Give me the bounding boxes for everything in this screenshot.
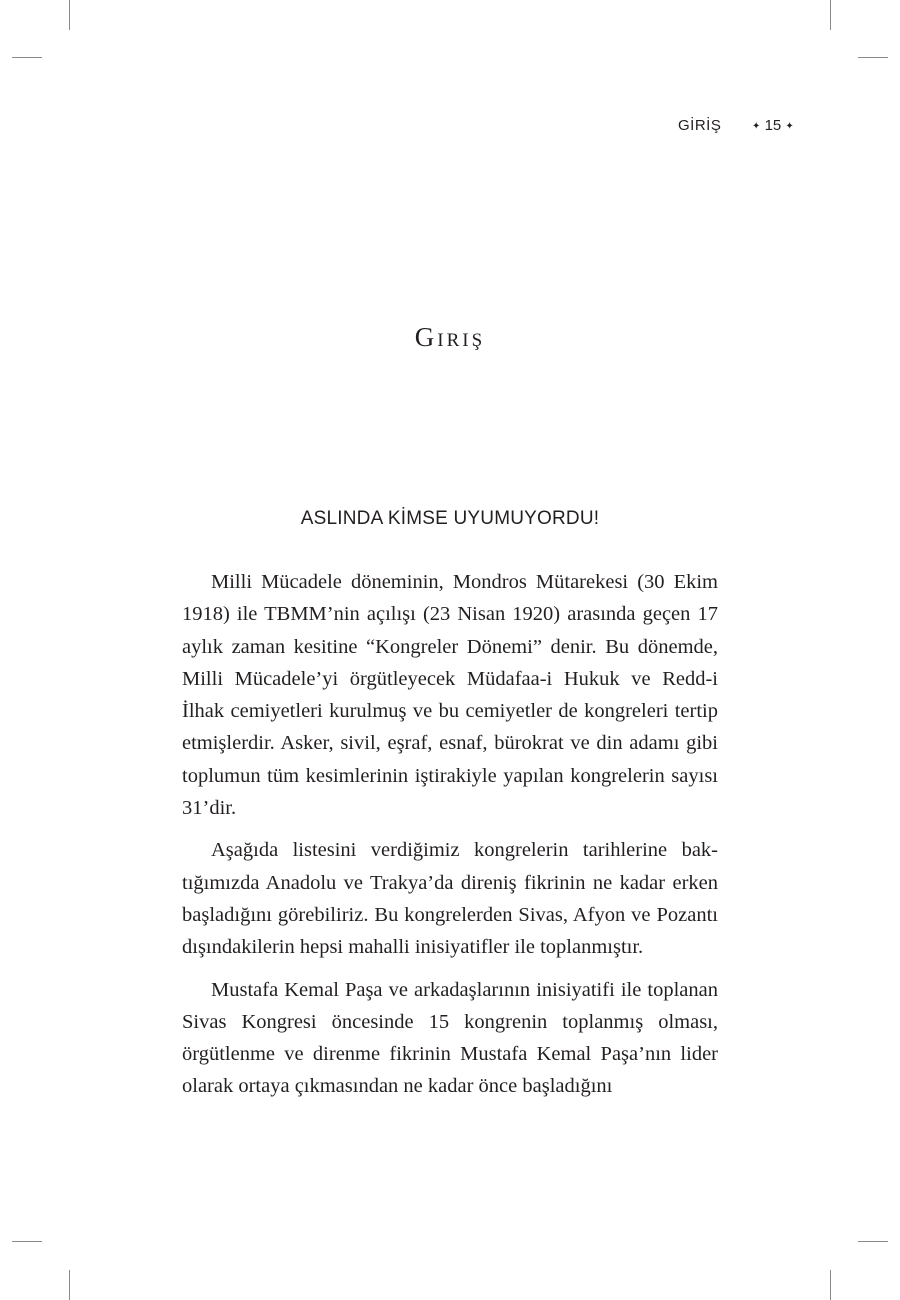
crop-mark xyxy=(69,0,70,30)
crop-mark xyxy=(830,1270,831,1300)
page-number: 15 xyxy=(764,117,782,134)
running-head xyxy=(560,116,800,136)
crop-mark xyxy=(858,1241,888,1242)
page-number-group xyxy=(752,117,794,134)
crop-mark xyxy=(69,1270,70,1300)
paragraph: Mustafa Kemal Paşa ve arkadaşlarının inisiyatifi ile toplanan Sivas Kongresi öncesinde 15 kongrenin toplanmış olması, örgütlenme ve direnme fikrinin Mustafa Kemal Paşa’nın lider olarak ortaya çıkmasından ne kadar önce başladığını xyxy=(182,978,718,1098)
running-head-title: GİRİŞ xyxy=(678,117,722,134)
paragraph: Aşağıda listesini verdiğimiz kongrelerin tarihlerine baktığımızda Anadolu ve Trakya’da direniş fikrinin ne kadar erken başladığını görebiliriz. Bu kongrelerden Sivas, Afyon ve Pozantı dışındakilerin hepsi mahalli inisiyatifler ile toplanmıştır. xyxy=(182,839,718,959)
ornament-icon: ✦ xyxy=(752,121,761,132)
crop-mark xyxy=(12,57,42,58)
crop-mark xyxy=(12,1241,42,1242)
chapter-title: Giriş xyxy=(414,322,486,352)
crop-mark xyxy=(830,0,831,30)
ornament-icon: ✦ xyxy=(785,121,794,132)
paragraph: Milli Mücadele döneminin, Mondros Mütarekesi (30 Ekim 1918) ile TBMM’nin açılışı (23 Nisan 1920) arasında geçen 17 aylık zaman kesitine “Kongreler Dönemi” denir. Bu dönemde, Milli Mücadele’yi örgütleyecek Müdafaa-i Hukuk ve Redd-i İlhak cemiyetleri kurulmuş ve bu cemiyetler de kongreleri tertip etmişlerdir. Asker, sivil, eşraf, esnaf, bürokrat ve din adamı gibi toplumun tüm kesimlerinin iştirakiyle yapılan kongrelerin sayısı 31’dir. xyxy=(182,571,718,820)
body-text xyxy=(182,566,718,1113)
crop-mark xyxy=(858,57,888,58)
section-heading: ASLINDA KİMSE UYUMUYORDU! xyxy=(300,508,600,529)
